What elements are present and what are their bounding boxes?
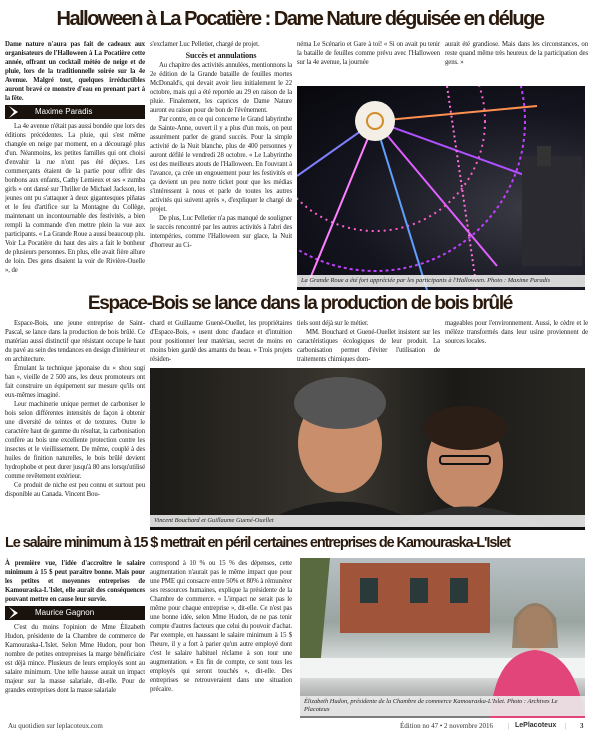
article2-col3 [297,319,440,364]
article2-paragraph: mageables pour l'environnement. Aussi, le cèdre et le mélèze transformés dans leur usine proviennent de sources locales. [445,320,588,345]
article2-paragraph: Leur machinerie unique permet de carboniser le bois selon différentes intensités de façon à obtenir une diversité de teintes et de textures. Outre le caractère haut de gamme du résultat, la carbonisation confère au bois une excellente protection contre les insectes et le vieillissement. De même, couplé à des huiles de finition naturelles, le bois brûlé devient hydrophobe et peut durer jusqu'à 80 ans lorsqu'utilisé comme revêtement extérieur. [5,401,145,480]
article1-paragraph: Par contre, en ce qui concerne le Grand labyrinthe de Sainte-Anne, ouvert il y a plus d'un mois, on peut assurément parler de grand succès. Pour la simple activité de la Nuit blanche, plus de 400 personnes y auront défilé le vendredi 28 octobre. « Le Labyrinthe est des meilleurs atouts de l'Halloween. En l'ouvrant à l'avance, ça crée un engouement pour les festivités et ça devient un peu notre ticket pour que les médias s'intéressent à nous et parle de toutes les autres activités qui suivent après », d'expliquer le chargé de projet. [150,116,292,213]
photo-caption: La Grande Roue a été fort appréciée par les participants à l'Halloween. Photo : Maxime Paradis [297,275,585,287]
footer-divider: | [565,722,567,730]
article2-title: Espace-Bois se lance dans la production de bois brûlé [87,293,513,314]
article1-paragraph: aurait été grandiose. Mais dans les circonstances, on reste quand même très heureux de la participation des gens. » [445,41,588,66]
article2-paragraph: Ce produit de niche est peu connu et surtout peu disponible au Canada. Vincent Bou- [5,482,145,498]
article1-col1 [5,40,145,275]
article3-lead: À première vue, l'idée d'accroître le salaire minimum à 15 $ peut paraître bonne. Mais pour les petites et moyennes entreprises de Kamouraska-L'Islet, elle aurait des conséquences pouvant mettre en cause leur survie. [5,560,145,603]
ferris-wheel-photo [297,86,585,290]
photo-caption: Vincent Bouchard et Guillaume Guené-Ouellet [150,515,585,527]
article1-col2 [150,40,292,250]
article1-col4 [445,40,588,67]
footer-logo: LePlacoteux [515,722,557,729]
article3-paragraph: C'est du moins l'opinion de Mme Élizabeth Hudon, présidente de la Chambre de commerce de Kamouraska-L'Islet. Selon Mme Hudon, pour bon nombre de petites entrepreises la marge bénéficiaire est déjà mince. Plusieurs de leurs employés sont au salaire minimum. Une telle hausse aurait un impact majeur sur la masse salariale, dit-elle. Pour de grandes entreprises dont la masse salariale [5,624,145,694]
article2-paragraph: Espace-Bois, une jeune entreprise de Saint-Pascal, se lance dans la production de bois brûlé. Ce matériau aussi distinctif que résistant occupe le haut du pavé au sein des tendances en design d'intérieur et en architecture. [5,320,145,363]
woman-street-image [300,558,585,718]
owners-photo [150,368,585,530]
article2-paragraph: tiels sont déjà sur le métier. [297,320,369,327]
article2-paragraph: MM. Bouchard et Guené-Ouellet insistent sur les caractéristiques écologiques de leur produit. La carbonisation permet d'éviter l'utilisation de traitements chimiques dom- [297,329,440,363]
ferris-wheel-image [297,86,585,290]
article1-paragraph: néma Le Scénario et Gare à toi! « Si on avait pu tenir la bataille de feuilles comme prévu avec l'Halloween sur la 4e avenue, la journée [297,41,440,66]
article2-col4 [445,319,588,346]
article1-title: Halloween à La Pocatière : Dame Nature déguisée en déluge [56,8,544,30]
article1-lead: Dame nature n'aura pas fait de cadeaux aux organisateurs de l'Halloween à La Pocatière cette année, offrant un cocktail météo de neige et de pluie, lors de la traditionnelle soirée sur la 4e Avenue. Malgré tout, quelques irréductibles auront bravé ce monstre d'eau en prenant part à la fête. [5,41,145,102]
article3-col2 [150,559,292,694]
photo-caption: Élizabeth Hudon, présidente de la Chambre de commerce Kamouraska-L'Islet. Photo : Archives Le Placoteux [300,696,585,716]
footer-website: Au quotidien sur leplacoteux.com [8,722,103,730]
article3-title: Le salaire minimum à 15 $ mettrait en péril certaines entreprises de Kamouraska-L'Islet [5,535,510,551]
article1-byline: Maxime Paradis [5,105,145,119]
two-men-image [150,368,585,530]
article1-subhead: Succès et annulations [185,51,257,60]
article1-paragraph: s'exclamer Luc Pelletier, chargé de projet. [150,41,260,48]
article1-paragraph: La 4e avenue n'était pas aussi bondée que lors des éditions précédentes. La pluie, qui s'est même changée en neige par moment, en a découragé plus d'un. Néanmoins, les petites familles qui ont choisi d'envahir la rue n'ont pas été déçues. Les commerçants étaient de la partie pour offrir des bonbons aux enfants, Cathy Lemieux et ses « zumba girls » ont dansé sur Thriller de Michael Jackson, les jeunes ont pu s'attaquer à deux gigantesques piñatas et le feu d'artifice sur la Montagne du Collège, maintenant un incontournable des festivités, a bien rempli la commande d'en mettre plein la vue aux participants. « La Grande Roue a aussi beaucoup plu. Voir La Pocatière du haut des airs a fait le bonheur de plusieurs personnes. En plus, elle avait fière allure de loin. Des gens disaient la voir de Rivière-Ouelle », de [5,123,145,274]
hudon-photo [300,558,585,718]
article1-col3 [297,40,440,67]
article3-byline: Maurice Gagnon [5,606,145,620]
page-number: 3 [580,722,584,730]
article2-paragraph: Émulant la technique japonaise du « shou sugi ban », vieille de 2 500 ans, les deux promoteurs ont fait construire un équipement sur mesure qu'ils ont eux-mêmes imaginé. [5,365,145,399]
article2-paragraph: chard et Guillaume Guené-Ouellet, les propriétaires d'Espace-Bois, « usent donc d'audace et d'intuition pour positionner leur matériau, secret de moins en moins bien gardé des amants du beau. » Trois projets résiden- [150,320,292,363]
article1-paragraph: Au chapitre des activités annulées, mentionnons la 2e édition de la Grande bataille de feuilles mortes McDonald's, qui devait avoir lieu initialement le 22 octobre, mais qui a été reportée au 29 en raison de la pluie. Finalement, les caprices de Dame Nature auront eu raison pour de bon de l'évènement. [150,62,292,114]
article2-col2 [150,319,292,364]
article3-col1 [5,559,145,695]
article3-paragraph: correspond à 10 % ou 15 % des dépenses, cette augmentation n'aurait pas le même impact que pour une PME qui consacre entre 50% et 80% à rémunérer ses ressources humaines, explique la présidente de la Chambre de commerce. « L'impact ne serait pas le même pour chaque entreprise », dit-elle. Ce n'est pas une bonne idée, selon Mme Hudon, de ne pas tenir compte d'autres facteurs que celui du pouvoir d'achat. Par exemple, en haussant le salaire minimum à 15 $ l'heure, il y a fort à parier qu'un autre employé dont c'est le salaire habituel réclame à son tour une augmentation. « En fin de compte, ce sont tous les employés qui seront touchés », dit-elle. Des entreprises se retrouveraient dans une situation précaire. [150,560,292,693]
article1-paragraph: De plus, Luc Pelletier n'a pas manqué de souligner le succès rencontré par les autres activités à l'abri des intempéries, comme l'Halloween sur glace, la Nuit d'horreur au Ci- [150,215,292,249]
footer-edition: Édition no 47 • 2 novembre 2016 [400,722,494,730]
footer-divider: | [508,722,510,730]
article2-col1 [5,319,145,499]
